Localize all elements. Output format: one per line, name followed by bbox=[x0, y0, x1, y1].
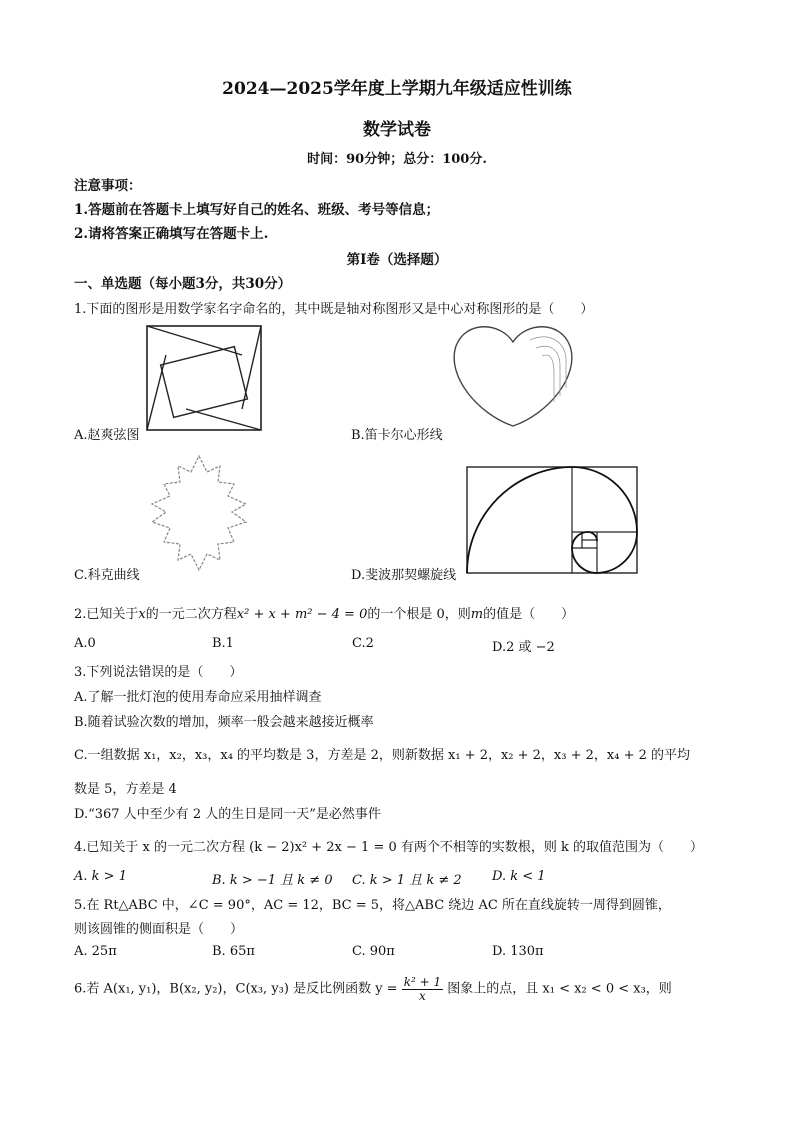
question-2-equation: x² + x + m² − 4 = 0 bbox=[236, 607, 368, 622]
question-5-option-c: C. 90π bbox=[352, 944, 395, 959]
question-2-option-b: B.1 bbox=[212, 636, 234, 651]
part-heading: 一、单选题（每小题3分，共30分） bbox=[74, 276, 292, 292]
question-2-stem bbox=[74, 603, 574, 622]
question-3-stem: 3.下列说法错误的是（ ） bbox=[74, 665, 243, 680]
question-6-stem bbox=[74, 976, 672, 1002]
question-4-option-a: A. k > 1 bbox=[74, 869, 127, 884]
question-6-fraction bbox=[402, 976, 443, 1002]
question-5-line2: 则该圆锥的侧面积是（ ） bbox=[74, 922, 244, 937]
question-2-option-a: A.0 bbox=[74, 636, 96, 651]
cardioid-diagram bbox=[448, 318, 578, 430]
question-2-var-x: x bbox=[138, 607, 146, 622]
notice-item-2: 2.请将答案正确填写在答题卡上. bbox=[74, 226, 269, 242]
question-2-option-d: D.2 或 −2 bbox=[492, 640, 555, 655]
exam-time-info: 时间：90分钟；总分：100分. bbox=[307, 152, 487, 167]
question-2-option-c: C.2 bbox=[352, 636, 374, 651]
question-2-var-m: m bbox=[470, 607, 484, 622]
koch-snowflake-diagram bbox=[136, 452, 262, 574]
question-4-option-c: C. k > 1 且 k ≠ 2 bbox=[352, 873, 462, 888]
notice-item-1: 1.答题前在答题卡上填写好自己的姓名、班级、考号等信息； bbox=[74, 202, 440, 218]
question-1-option-b: B.笛卡尔心形线 bbox=[351, 428, 443, 443]
question-5-option-b: B. 65π bbox=[212, 944, 255, 959]
question-5-option-d: D. 130π bbox=[492, 944, 544, 959]
zhao-shuang-diagram bbox=[146, 325, 264, 433]
question-6-fraction-numerator: k² + 1 bbox=[403, 975, 442, 989]
question-5-line1: 5.在 Rt△ABC 中，∠C = 90°，AC = 12，BC = 5，将△ABC 绕边 AC 所在直线旋转一周得到圆锥， bbox=[74, 898, 671, 913]
question-6-part1: 6.若 A(x₁, y₁)，B(x₂, y₂)，C(x₃, y₃) 是反比例函数 y = bbox=[74, 981, 398, 997]
question-2-stem-f: 的值是（ ） bbox=[483, 607, 575, 622]
question-6-part2: 图象上的点，且 x₁ < x₂ < 0 < x₃，则 bbox=[447, 981, 672, 997]
question-6-fraction-denominator: x bbox=[419, 988, 426, 1003]
question-2-stem-d: 的一个根是 0，则 bbox=[367, 607, 471, 622]
question-4-option-d: D. k < 1 bbox=[492, 869, 546, 884]
question-4-stem: 4.已知关于 x 的一元二次方程 (k − 2)x² + 2x − 1 = 0 有两个不相等的实数根，则 k 的取值范围为（ ） bbox=[74, 840, 704, 855]
fibonacci-spiral-diagram bbox=[466, 466, 640, 576]
question-5-option-a: A. 25π bbox=[74, 944, 117, 959]
question-3-option-c-line1: C.一组数据 x₁，x₂，x₃，x₄ 的平均数是 3，方差是 2，则新数据 x₁ + 2，x₂ + 2，x₃ + 2，x₄ + 2 的平均 bbox=[74, 748, 691, 763]
question-3-option-d: D.“367 人中至少有 2 人的生日是同一天”是必然事件 bbox=[74, 807, 381, 822]
question-1-stem: 1.下面的图形是用数学家名字命名的，其中既是轴对称图形又是中心对称图形的是（ ） bbox=[74, 302, 594, 317]
question-3-option-a: A.了解一批灯泡的使用寿命应采用抽样调查 bbox=[74, 690, 322, 705]
question-3-option-c-line2: 数是 5，方差是 4 bbox=[74, 782, 177, 797]
question-1-option-d: D.斐波那契螺旋线 bbox=[351, 568, 457, 583]
question-1-option-c: C.科克曲线 bbox=[74, 568, 140, 583]
exam-subtitle: 数学试卷 bbox=[363, 120, 431, 140]
notice-heading: 注意事项： bbox=[74, 178, 142, 194]
question-3-option-b: B.随着试验次数的增加，频率一般会越来越接近概率 bbox=[74, 715, 374, 730]
question-4-option-b: B. k > −1 且 k ≠ 0 bbox=[212, 873, 333, 888]
question-2-stem-c: 的一元二次方程 bbox=[145, 607, 237, 622]
question-1-option-a: A.赵爽弦图 bbox=[74, 428, 140, 443]
exam-title: 2024—2025学年度上学期九年级适应性训练 bbox=[222, 79, 572, 99]
volume-heading: 第Ⅰ卷（选择题） bbox=[346, 252, 448, 268]
question-2-stem-a: 2.已知关于 bbox=[74, 607, 139, 622]
